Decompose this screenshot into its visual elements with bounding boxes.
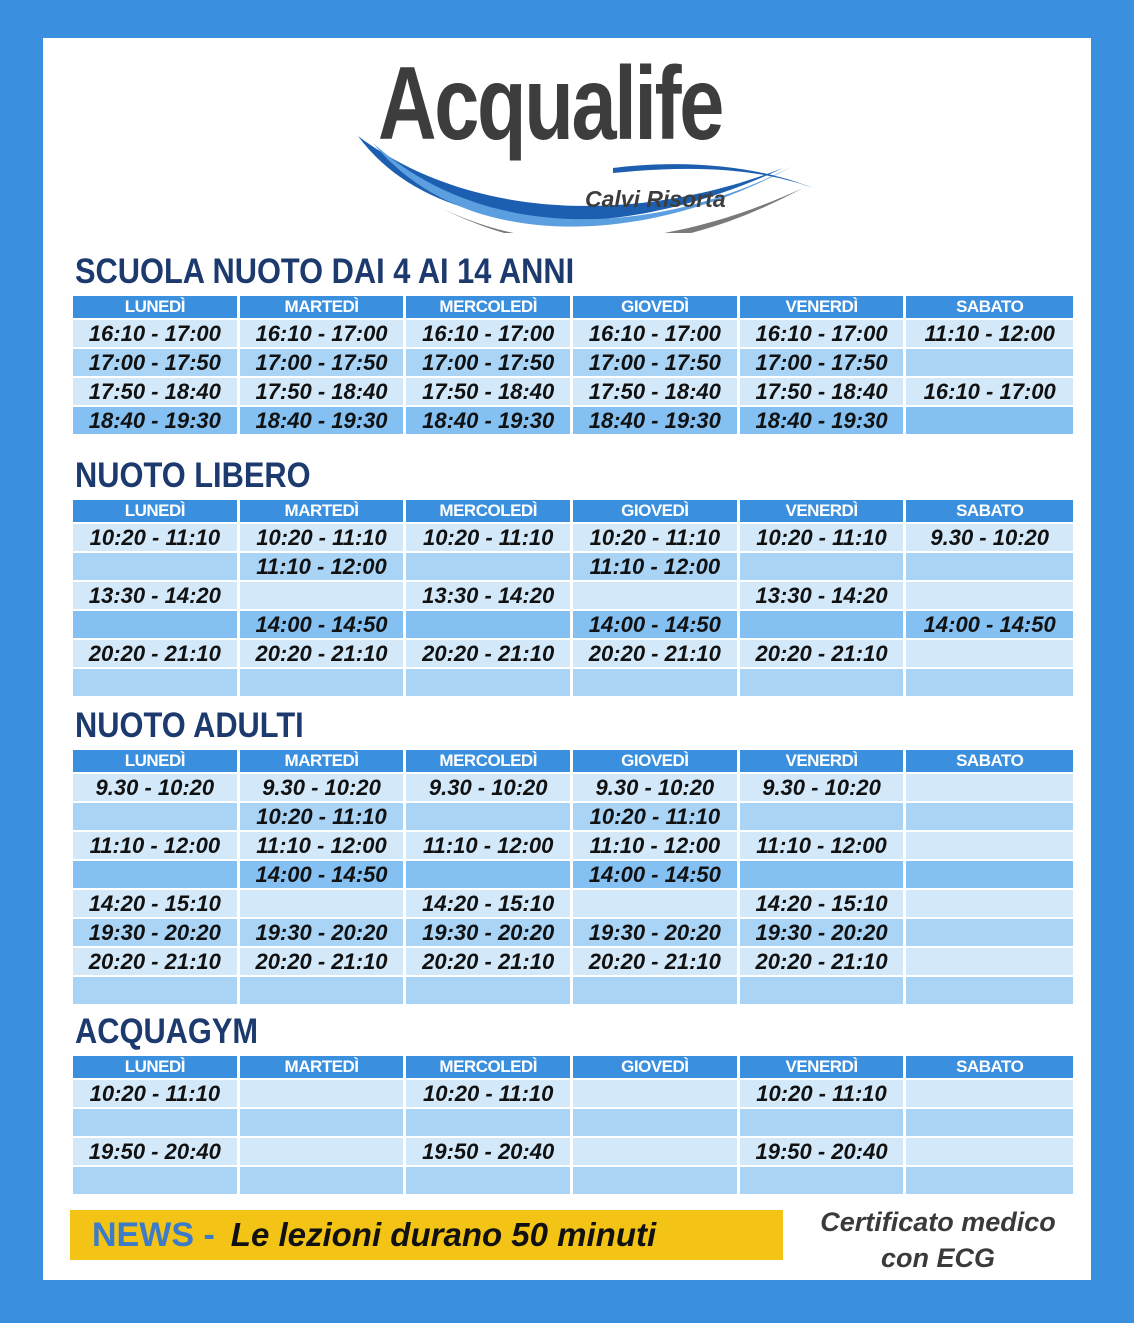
time-slot (73, 861, 237, 888)
news-banner (70, 1210, 783, 1260)
time-slot (73, 553, 237, 580)
time-slot (740, 669, 904, 696)
day-header: MERCOLEDÌ (406, 500, 570, 522)
time-slot (740, 803, 904, 830)
schedule-table-nuoto-libero (73, 500, 1073, 698)
time-slot (406, 1109, 570, 1136)
table-row (73, 378, 1073, 405)
day-header: MARTEDÌ (240, 500, 404, 522)
time-slot (906, 861, 1073, 888)
time-slot (406, 861, 570, 888)
schedule-table-scuola-nuoto (73, 296, 1073, 436)
time-slot: 9.30 - 10:20 (73, 774, 237, 801)
time-slot: 18:40 - 19:30 (406, 407, 570, 434)
time-slot: 10:20 - 11:10 (240, 803, 404, 830)
time-slot (906, 948, 1073, 975)
time-slot: 10:20 - 11:10 (240, 524, 404, 551)
table-row (73, 320, 1073, 347)
table-row (73, 1080, 1073, 1107)
day-header: SABATO (906, 1056, 1073, 1078)
time-slot (906, 774, 1073, 801)
time-slot (906, 640, 1073, 667)
schedule-table-acquagym (73, 1056, 1073, 1196)
time-slot: 16:10 - 17:00 (240, 320, 404, 347)
day-header: SABATO (906, 500, 1073, 522)
time-slot: 16:10 - 17:00 (73, 320, 237, 347)
time-slot (406, 1167, 570, 1194)
logo-subtitle: Calvi Risorta (585, 186, 726, 212)
table-row (73, 582, 1073, 609)
news-text: Le lezioni durano 50 minuti (230, 1216, 657, 1253)
time-slot (906, 832, 1073, 859)
time-slot (240, 1080, 404, 1107)
certificate-line-2: con ECG (880, 1243, 995, 1273)
time-slot: 17:00 - 17:50 (73, 349, 237, 376)
time-slot (573, 582, 737, 609)
time-slot: 13:30 - 14:20 (73, 582, 237, 609)
time-slot (240, 890, 404, 917)
time-slot (906, 349, 1073, 376)
time-slot: 18:40 - 19:30 (240, 407, 404, 434)
time-slot (240, 582, 404, 609)
time-slot: 11:10 - 12:00 (906, 320, 1073, 347)
section-title-nuoto-adulti: NUOTO ADULTI (75, 706, 304, 745)
table-row (73, 611, 1073, 638)
time-slot: 14:00 - 14:50 (240, 611, 404, 638)
day-header-row (73, 500, 1073, 522)
day-header: MERCOLEDÌ (406, 296, 570, 318)
time-slot: 10:20 - 11:10 (73, 1080, 237, 1107)
time-slot (573, 669, 737, 696)
day-header: GIOVEDÌ (573, 1056, 737, 1078)
section-title-nuoto-libero: NUOTO LIBERO (75, 456, 311, 495)
time-slot (240, 669, 404, 696)
time-slot (240, 1167, 404, 1194)
time-slot: 17:50 - 18:40 (406, 378, 570, 405)
day-header: MARTEDÌ (240, 1056, 404, 1078)
time-slot: 14:20 - 15:10 (406, 890, 570, 917)
time-slot (906, 1167, 1073, 1194)
time-slot (906, 977, 1073, 1004)
day-header-row (73, 296, 1073, 318)
time-slot (406, 611, 570, 638)
time-slot: 10:20 - 11:10 (740, 524, 904, 551)
time-slot: 19:30 - 20:20 (406, 919, 570, 946)
time-slot (573, 1080, 737, 1107)
time-slot (740, 1109, 904, 1136)
time-slot: 17:00 - 17:50 (240, 349, 404, 376)
table-row (73, 861, 1073, 888)
table-row (73, 407, 1073, 434)
time-slot: 11:10 - 12:00 (73, 832, 237, 859)
table-row (73, 948, 1073, 975)
time-slot: 19:30 - 20:20 (240, 919, 404, 946)
time-slot: 10:20 - 11:10 (406, 1080, 570, 1107)
time-slot: 20:20 - 21:10 (740, 948, 904, 975)
table-row (73, 553, 1073, 580)
time-slot: 9.30 - 10:20 (240, 774, 404, 801)
time-slot: 11:10 - 12:00 (573, 553, 737, 580)
time-slot (740, 861, 904, 888)
time-slot: 17:50 - 18:40 (73, 378, 237, 405)
time-slot: 17:50 - 18:40 (740, 378, 904, 405)
day-header: VENERDÌ (740, 500, 904, 522)
time-slot: 16:10 - 17:00 (906, 378, 1073, 405)
time-slot: 18:40 - 19:30 (573, 407, 737, 434)
time-slot (740, 553, 904, 580)
table-row (73, 1167, 1073, 1194)
time-slot (740, 977, 904, 1004)
table-row (73, 890, 1073, 917)
day-header: MARTEDÌ (240, 750, 404, 772)
time-slot: 11:10 - 12:00 (240, 553, 404, 580)
time-slot (906, 803, 1073, 830)
time-slot: 10:20 - 11:10 (740, 1080, 904, 1107)
day-header: LUNEDÌ (73, 1056, 237, 1078)
day-header: VENERDÌ (740, 1056, 904, 1078)
time-slot: 18:40 - 19:30 (73, 407, 237, 434)
time-slot (573, 890, 737, 917)
day-header-row (73, 750, 1073, 772)
day-header: MERCOLEDÌ (406, 1056, 570, 1078)
time-slot: 19:50 - 20:40 (740, 1138, 904, 1165)
time-slot (240, 977, 404, 1004)
schedule-card (43, 38, 1091, 1280)
time-slot: 10:20 - 11:10 (573, 803, 737, 830)
time-slot: 14:20 - 15:10 (73, 890, 237, 917)
medical-certificate-note (793, 1204, 1083, 1276)
time-slot (906, 1109, 1073, 1136)
table-row (73, 832, 1073, 859)
table-row (73, 977, 1073, 1004)
day-header: VENERDÌ (740, 296, 904, 318)
time-slot (406, 669, 570, 696)
time-slot (73, 977, 237, 1004)
time-slot: 9.30 - 10:20 (906, 524, 1073, 551)
time-slot (73, 803, 237, 830)
time-slot (406, 553, 570, 580)
time-slot: 14:20 - 15:10 (740, 890, 904, 917)
time-slot: 16:10 - 17:00 (740, 320, 904, 347)
time-slot: 17:50 - 18:40 (240, 378, 404, 405)
time-slot: 16:10 - 17:00 (406, 320, 570, 347)
time-slot (406, 803, 570, 830)
time-slot: 18:40 - 19:30 (740, 407, 904, 434)
time-slot: 20:20 - 21:10 (573, 640, 737, 667)
time-slot (573, 1138, 737, 1165)
table-row (73, 1138, 1073, 1165)
day-header: GIOVEDÌ (573, 500, 737, 522)
time-slot (240, 1138, 404, 1165)
logo-title: Acqualife (378, 46, 723, 162)
time-slot: 11:10 - 12:00 (406, 832, 570, 859)
news-label: NEWS - (92, 1215, 215, 1254)
day-header: LUNEDÌ (73, 500, 237, 522)
day-header: SABATO (906, 750, 1073, 772)
day-header: GIOVEDÌ (573, 750, 737, 772)
time-slot: 19:50 - 20:40 (73, 1138, 237, 1165)
time-slot: 10:20 - 11:10 (573, 524, 737, 551)
table-row (73, 669, 1073, 696)
time-slot: 11:10 - 12:00 (240, 832, 404, 859)
time-slot (906, 553, 1073, 580)
time-slot: 10:20 - 11:10 (406, 524, 570, 551)
section-title-scuola-nuoto: SCUOLA NUOTO DAI 4 AI 14 ANNI (75, 252, 575, 291)
time-slot: 9.30 - 10:20 (406, 774, 570, 801)
schedule-table-nuoto-adulti (73, 750, 1073, 1006)
time-slot: 19:30 - 20:20 (573, 919, 737, 946)
time-slot: 19:50 - 20:40 (406, 1138, 570, 1165)
time-slot (906, 890, 1073, 917)
time-slot: 14:00 - 14:50 (573, 861, 737, 888)
table-row (73, 640, 1073, 667)
acqualife-logo (313, 48, 813, 233)
time-slot: 20:20 - 21:10 (406, 640, 570, 667)
time-slot: 13:30 - 14:20 (740, 582, 904, 609)
time-slot (73, 669, 237, 696)
table-row (73, 919, 1073, 946)
time-slot (573, 1167, 737, 1194)
time-slot (906, 407, 1073, 434)
time-slot: 14:00 - 14:50 (906, 611, 1073, 638)
time-slot: 17:00 - 17:50 (406, 349, 570, 376)
table-row (73, 774, 1073, 801)
time-slot: 20:20 - 21:10 (406, 948, 570, 975)
time-slot: 20:20 - 21:10 (573, 948, 737, 975)
time-slot: 20:20 - 21:10 (240, 640, 404, 667)
time-slot: 14:00 - 14:50 (240, 861, 404, 888)
table-row (73, 803, 1073, 830)
day-header-row (73, 1056, 1073, 1078)
time-slot (906, 919, 1073, 946)
time-slot: 19:30 - 20:20 (73, 919, 237, 946)
time-slot (73, 1109, 237, 1136)
day-header: SABATO (906, 296, 1073, 318)
day-header: MARTEDÌ (240, 296, 404, 318)
time-slot: 17:00 - 17:50 (740, 349, 904, 376)
time-slot (73, 1167, 237, 1194)
time-slot (573, 977, 737, 1004)
section-title-acquagym: ACQUAGYM (75, 1012, 259, 1051)
day-header: LUNEDÌ (73, 296, 237, 318)
day-header: GIOVEDÌ (573, 296, 737, 318)
table-row (73, 349, 1073, 376)
time-slot (906, 582, 1073, 609)
time-slot: 20:20 - 21:10 (240, 948, 404, 975)
day-header: VENERDÌ (740, 750, 904, 772)
table-row (73, 524, 1073, 551)
time-slot: 17:00 - 17:50 (573, 349, 737, 376)
time-slot: 10:20 - 11:10 (73, 524, 237, 551)
time-slot (906, 1080, 1073, 1107)
time-slot (406, 977, 570, 1004)
time-slot: 14:00 - 14:50 (573, 611, 737, 638)
time-slot (906, 1138, 1073, 1165)
time-slot: 17:50 - 18:40 (573, 378, 737, 405)
time-slot (740, 611, 904, 638)
time-slot: 9.30 - 10:20 (573, 774, 737, 801)
time-slot: 20:20 - 21:10 (740, 640, 904, 667)
time-slot: 20:20 - 21:10 (73, 948, 237, 975)
day-header: LUNEDÌ (73, 750, 237, 772)
table-row (73, 1109, 1073, 1136)
time-slot (573, 1109, 737, 1136)
time-slot: 20:20 - 21:10 (73, 640, 237, 667)
time-slot: 19:30 - 20:20 (740, 919, 904, 946)
time-slot (240, 1109, 404, 1136)
time-slot: 16:10 - 17:00 (573, 320, 737, 347)
certificate-line-1: Certificato medico (820, 1207, 1056, 1237)
time-slot: 11:10 - 12:00 (573, 832, 737, 859)
time-slot: 11:10 - 12:00 (740, 832, 904, 859)
time-slot: 9.30 - 10:20 (740, 774, 904, 801)
time-slot (906, 669, 1073, 696)
time-slot: 13:30 - 14:20 (406, 582, 570, 609)
day-header: MERCOLEDÌ (406, 750, 570, 772)
time-slot (73, 611, 237, 638)
time-slot (740, 1167, 904, 1194)
